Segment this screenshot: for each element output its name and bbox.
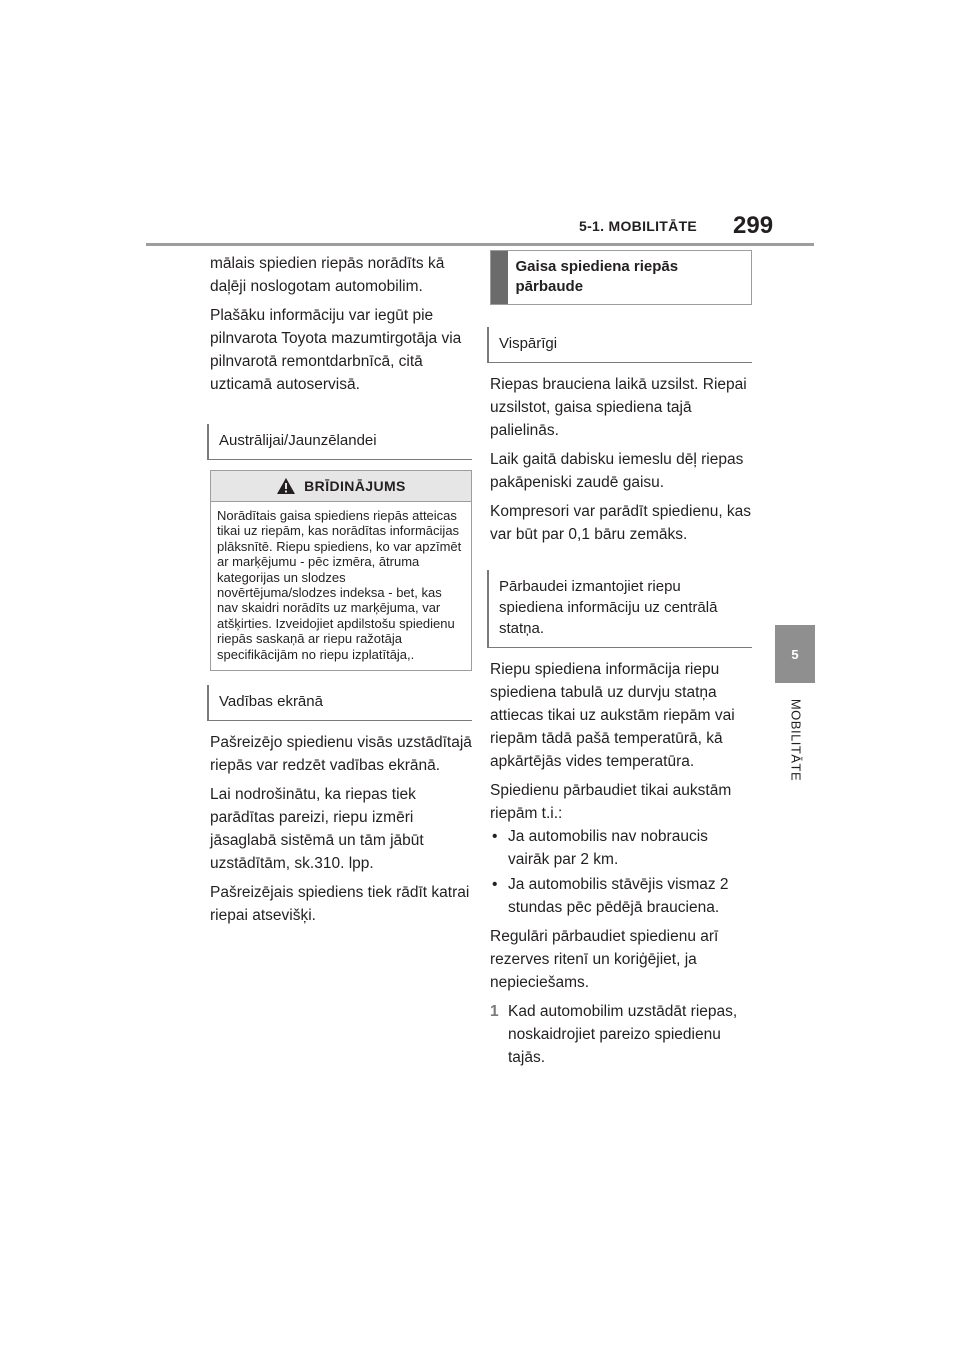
header-section-title: 5-1. MOBILITĀTE: [579, 218, 698, 234]
step-number: 1: [490, 1003, 499, 1020]
paragraph: Regulāri pārbaudiet spiedienu arī rezerves ritenī un koriģējiet, ja nepieciešams.: [490, 928, 719, 991]
step-text: Kad automobilim uzstādāt riepas, noskaidrojiet pareizo spiedienu tajās.: [508, 1003, 738, 1066]
page-number: 299: [733, 212, 774, 239]
chapter-label: [776, 690, 816, 790]
bullet-list: [490, 825, 752, 919]
section-title-box: [490, 250, 752, 305]
warning-header: [211, 471, 471, 502]
chapter-label-text: MOBILITĀTE: [788, 698, 804, 782]
section-title-bar: [491, 251, 508, 304]
subheading: Vadības ekrānā: [207, 685, 472, 721]
paragraph: Laik gaitā dabisku iemeslu dēļ riepas pakāpeniski zaudē gaisu.: [490, 451, 744, 491]
paragraph: Riepu spiediena informācija riepu spiediena tabulā uz durvju statņa attiecas tikai uz aukstām riepām vai riepām tādā pašā temperatūrā, kā apkārtējās vides temperatūra.: [490, 661, 735, 770]
list-item: • Ja automobilis stāvējis vismaz 2 stundas pēc pēdējā brauciena.: [490, 873, 752, 919]
header-rule: [146, 243, 814, 246]
paragraph: Lai nodrošinātu, ka riepas tiek parādītas pareizi, riepu izmēri jāsaglabā sistēmā un tām jābūt uzstādītām, sk.310. lpp.: [210, 786, 424, 873]
list-item: • Ja automobilis nav nobraucis vairāk par 2 km.: [490, 825, 752, 871]
spacer: [490, 552, 752, 570]
paragraph: Pašreizējais spiediens tiek rādīt katrai riepai atsevišķi.: [210, 884, 470, 925]
subheading: Vispārīgi: [487, 327, 752, 363]
warning-box: [210, 470, 472, 671]
spacer: [210, 402, 472, 424]
paragraph: Kompresori var parādīt spiedienu, kas var būt par 0,1 bāru zemāks.: [490, 503, 752, 543]
paragraph: mālais spiedien riepās norādīts kā daļēji noslogotam automobilim.: [210, 255, 445, 295]
paragraph: Riepas brauciena laikā uzsilst. Riepai uzsilstot, gaisa spiediena tajā palielinās.: [490, 376, 747, 439]
chapter-tab[interactable]: 5: [775, 625, 815, 683]
paragraph: Pašreizējo spiedienu visās uzstādītajā riepās var redzēt vadības ekrānā.: [210, 734, 472, 775]
left-column: [210, 250, 472, 933]
paragraph: Plašāku informāciju var iegūt pie pilnvarota Toyota mazumtirgotāja via pilnvarotā remontdarbnīcā, citā uzticamā autoservisā.: [210, 307, 462, 393]
paragraph: Spiedienu pārbaudiet tikai aukstām riepām t.i.:: [490, 782, 732, 822]
warning-text: Norādītais gaisa spiediens riepās atteicas tikai uz riepām, kas norādītas informācijas plāksnītē. Riepu spiediens, ko var apzīmēt ar marķējumu - pēc izmēra, ātruma kategorijas un slodzes novērtējuma/slodzes indeksa - bet, kas nav skaidri norādīts uz marķējuma, var atšķirties. Izveidojiet apdilstošu spiedienu riepās saskaņā ar riepu ražotāja specifikācijām no riepu izplatītāja,.: [217, 508, 462, 662]
warning-icon: [276, 477, 296, 495]
warning-title: BRĪDINĀJUMS: [304, 478, 406, 494]
spacer: [490, 317, 752, 327]
subheading: Pārbaudei izmantojiet riepu spiediena informāciju uz centrālā statņa.: [487, 570, 752, 648]
subheading: Austrālijai/Jaunzēlandei: [207, 424, 472, 460]
right-column: [490, 250, 752, 1069]
step-item: [490, 1000, 752, 1069]
section-title: Gaisa spiediena riepās pārbaude: [515, 258, 679, 295]
